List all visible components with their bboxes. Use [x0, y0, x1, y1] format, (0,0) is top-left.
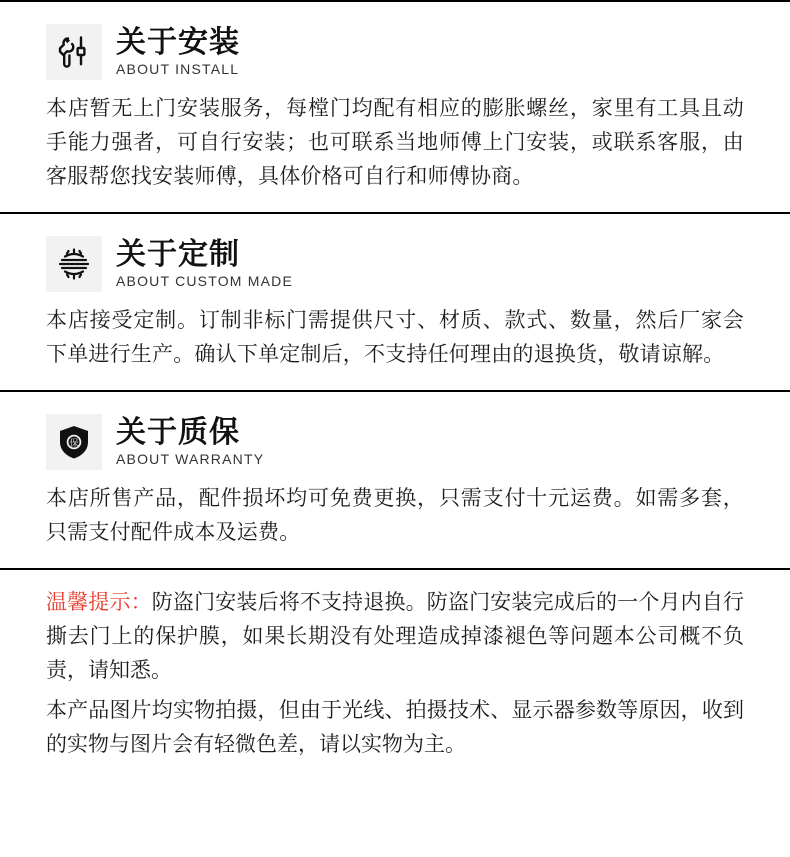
- svg-text:保: 保: [69, 439, 79, 450]
- gear-icon: [46, 236, 102, 292]
- section-title-cn: 关于质保: [116, 415, 240, 449]
- tip-label: 温馨提示：: [46, 591, 152, 615]
- section-body: 本店所售产品，配件损坏均可免费更换，只需支付十元运费。如需多套，只需支付配件成本及运费。: [46, 487, 744, 545]
- section-title-en: ABOUT INSTALL: [116, 61, 240, 78]
- section-title-group: [116, 417, 264, 467]
- section-title-en: ABOUT WARRANTY: [116, 451, 265, 468]
- section-header: [46, 2, 744, 86]
- section-body: 本店接受定制。订制非标门需提供尺寸、材质、款式、数量，然后厂家会下单进行生产。确认下单定制后，不支持任何理由的退换货，敬请谅解。: [46, 309, 744, 367]
- notice-color-disclaimer: 本产品图片均实物拍摄，但由于光线、拍摄技术、显示器参数等原因，收到的实物与图片会有轻微色差，请以实物为主。: [46, 699, 744, 757]
- section-body: 本店暂无上门安装服务，每樘门均配有相应的膨胀螺丝，家里有工具且动手能力强者，可自行安装；也可联系当地师傅上门安装，或联系客服，由客服帮您找安装师傅，具体价格可自行和师傅协商。: [46, 97, 744, 189]
- shield-quality-icon: [46, 414, 102, 470]
- section-title-en: ABOUT CUSTOM MADE: [116, 273, 294, 290]
- section-title-group: [116, 27, 240, 77]
- section-header: [46, 214, 744, 298]
- notice-tip-paragraph: [46, 586, 744, 688]
- section-title-cn: 关于安装: [116, 25, 240, 59]
- section-header: [46, 392, 744, 476]
- section-title-cn: 关于定制: [116, 237, 240, 271]
- section-about-install: [0, 2, 790, 212]
- section-about-custom-made: [0, 214, 790, 390]
- tip-text: 防盗门安装后将不支持退换。防盗门安装完成后的一个月内自行撕去门上的保护膜，如果长期没有处理造成掉漆褪色等问题本公司概不负责，请知悉。: [46, 591, 744, 683]
- section-about-warranty: [0, 392, 790, 568]
- section-title-group: [116, 239, 293, 289]
- wrench-screwdriver-icon: [46, 24, 102, 80]
- notice-section: [0, 570, 790, 784]
